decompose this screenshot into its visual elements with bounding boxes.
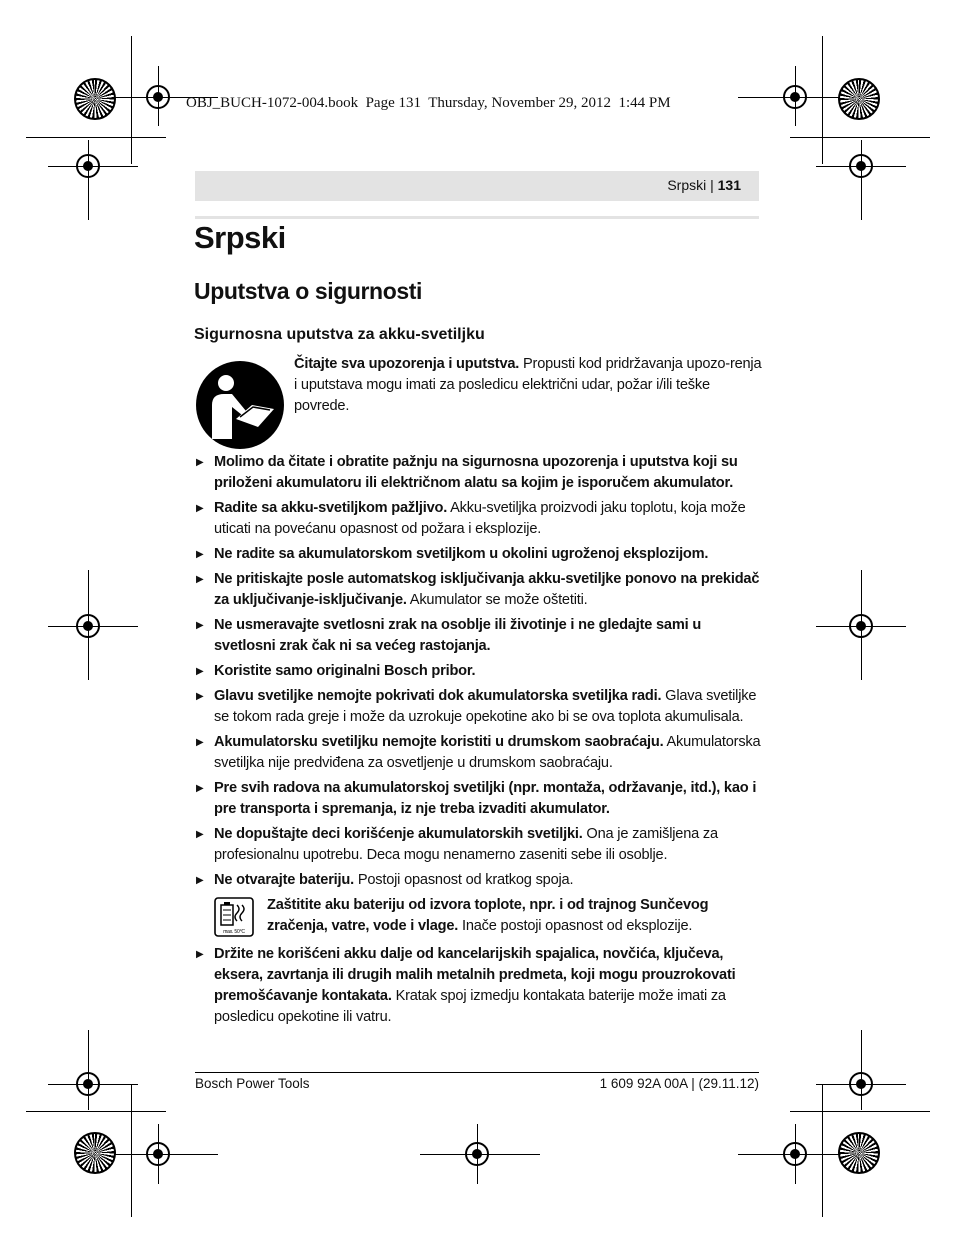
registration-mark: [849, 614, 873, 638]
item-text: Akumulator se može oštetiti.: [406, 592, 588, 608]
item-bold: Držite ne korišćeni akku dalje od kancelarijskih spajalica, novčića, ključeva, eksera, zavrtanja ili drugih malih metalnih predmeta, koji mogu prouzrokovati premošćavanje kontakata.: [214, 946, 736, 1004]
header-rule: [195, 216, 759, 219]
heat-icon-label: max. 50°C: [223, 929, 245, 935]
registration-mark: [76, 614, 100, 638]
section-title: Uputstva o sigurnosti: [194, 278, 423, 304]
heat-warning-text: Inače postoji opasnost od eksplozije.: [458, 918, 693, 934]
list-item: [194, 498, 764, 540]
footer-left: Bosch Power Tools: [195, 1076, 310, 1091]
page-number: 131: [717, 177, 741, 193]
list-item: [194, 824, 764, 866]
list-item: [194, 778, 764, 820]
item-bold: Ne pritiskajte posle automatskog isključivanja akku-svetiljke ponovo na prekidač za uključivanje-isključivanje.: [214, 571, 760, 608]
registration-mark: [783, 85, 807, 109]
footer-rule: [195, 1072, 759, 1073]
registration-mark: [146, 85, 170, 109]
color-target-icon: [838, 1132, 880, 1174]
item-bold: Ne otvarajte bateriju.: [214, 872, 354, 888]
intro-paragraph: [294, 354, 762, 417]
intro-bold: Čitajte sva upozorenja i uputstva.: [294, 356, 520, 372]
item-text: Akumulatorska svetiljka nije predviđena za osvetljenje u drumskom saobraćaju.: [214, 734, 761, 771]
list-item: [194, 870, 764, 891]
item-bold: Ne radite sa akumulatorskom svetiljkom u okolini ugroženoj eksplozijom.: [214, 546, 709, 562]
page-label: [667, 177, 741, 193]
item-bold: Akumulatorsku svetiljku nemojte koristiti u drumskom saobraćaju.: [214, 734, 664, 750]
item-bold: Ne usmeravajte svetlosni zrak na osoblje ili životinje i ne gledajte sami u svetlosni zrak čak ni sa većeg rastojanja.: [214, 617, 702, 654]
page-divider: |: [710, 177, 718, 193]
list-item: [194, 686, 764, 728]
read-manual-icon: [196, 361, 284, 449]
registration-mark: [849, 154, 873, 178]
battery-heat-icon: [214, 897, 254, 937]
footer-right: 1 609 92A 00A | (29.11.12): [599, 1076, 759, 1091]
list-item: [194, 944, 764, 1028]
intro-text: Propusti kod pridržavanja upozo-renja i uputstava mogu imati za posledicu električni udar, požar i/ili teške povrede.: [294, 356, 762, 414]
registration-mark: [76, 1072, 100, 1096]
list-item: [194, 661, 764, 682]
list-item: [194, 732, 764, 774]
heat-warning-bold: Zaštitite aku bateriju od izvora toplote, npr. i od trajnog Sunčevog zračenja, vatre, vode i vlage.: [267, 897, 709, 934]
registration-mark: [849, 1072, 873, 1096]
item-bold: Pre svih radova na akumulatorskoj svetiljki (npr. montaža, održavanje, itd.), kao i pre transporta i spremanja, iz nje treba izvaditi akumulator.: [214, 780, 757, 817]
item-bold: Glavu svetiljke nemojte pokrivati dok akumulatorska svetiljka radi.: [214, 688, 662, 704]
page-header-bar: [195, 171, 759, 201]
heat-warning: [194, 895, 764, 939]
list-item: [194, 569, 764, 611]
registration-mark: [783, 1142, 807, 1166]
item-text: Akku-svetiljka proizvodi jaku toplotu, koja može uticati na povećanu opasnost od požara i eksplozije.: [214, 500, 746, 537]
item-bold: Molimo da čitate i obratite pažnju na sigurnosna upozorenja i uputstva koji su priloženi akumulatoru ili električnom alatu sa kojim je isporučem akumulator.: [214, 454, 738, 491]
item-text: Kratak spoj izmedju kontakata baterije može imati za posledicu opekotine ili vatru.: [214, 988, 726, 1025]
color-target-icon: [838, 78, 880, 120]
subsection-title: Sigurnosna uputstva za akku-svetiljku: [194, 326, 485, 343]
list-item: [194, 615, 764, 657]
color-target-icon: [74, 78, 116, 120]
item-text: Ona je zamišljena za profesionalnu upotrebu. Deca mogu nenamerno zaseniti sebe ili osoblje.: [214, 826, 718, 863]
list-item: [194, 544, 764, 565]
color-target-icon: [74, 1132, 116, 1174]
item-bold: Koristite samo originalni Bosch pribor.: [214, 663, 476, 679]
safety-list: [194, 452, 764, 1032]
item-text: Glava svetiljke se tokom rada greje i može da uzrokuje opekotine ako bi se ova toplota akumulisala.: [214, 688, 757, 725]
list-item: [194, 452, 764, 494]
item-bold: Radite sa akku-svetiljkom pažljivo.: [214, 500, 448, 516]
page-title: Srpski: [194, 220, 286, 255]
registration-mark: [146, 1142, 170, 1166]
item-text: Postoji opasnost od kratkog spoja.: [353, 872, 574, 888]
registration-mark: [76, 154, 100, 178]
page-language: Srpski: [667, 177, 707, 193]
item-bold: Ne dopuštajte deci korišćenje akumulatorskih svetiljki.: [214, 826, 583, 842]
registration-mark: [465, 1142, 489, 1166]
print-header: OBJ_BUCH-1072-004.book Page 131 Thursday, November 29, 2012 1:44 PM: [186, 95, 671, 111]
